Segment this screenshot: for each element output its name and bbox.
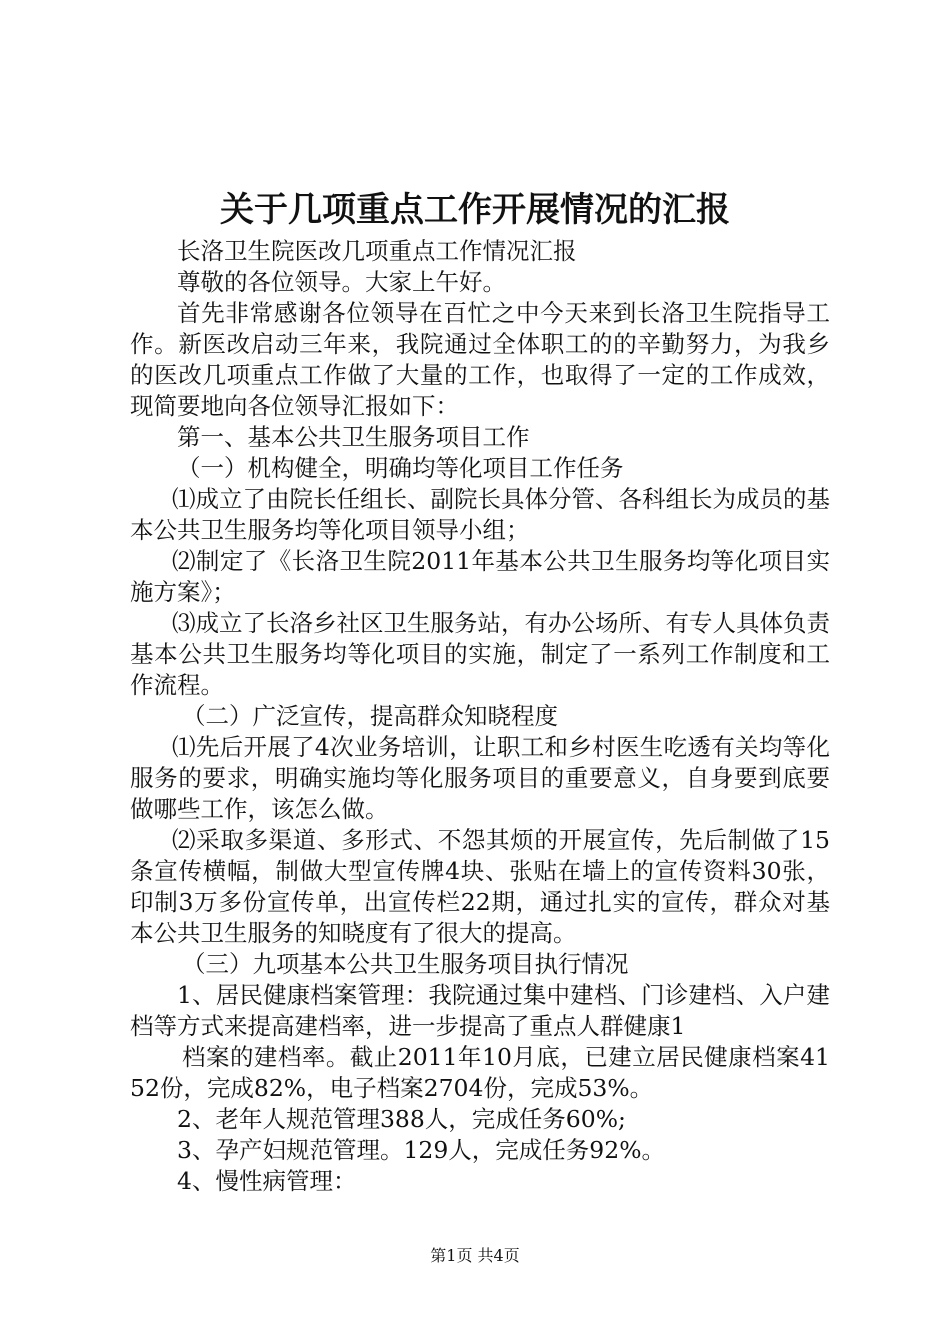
list-item-3-2: 2、老年人规范管理388人，完成任务60%;	[177, 1105, 626, 1133]
intro-paragraph: 首先非常感谢各位领导在百忙之中今天来到长洛卫生院指导工作。新医改启动三年来，我院通过全体职工的的辛勤努力，为我乡的医改几项重点工作做了大量的工作，也取得了一定的工作成效，现简要地向各位领导汇报如下：	[130, 299, 830, 420]
list-item-3-4: 4、慢性病管理：	[177, 1167, 357, 1195]
subtitle-paragraph: 长洛卫生院医改几项重点工作情况汇报	[177, 237, 577, 265]
list-item-2-1: ⑴先后开展了4次业务培训，让职工和乡村医生吃透有关均等化服务的要求，明确实施均等化服务项目的重要意义，自身要到底要做哪些工作，该怎么做。	[130, 733, 830, 823]
list-item-1-3: ⑶成立了长洛乡社区卫生服务站，有办公场所、有专人具体负责基本公共卫生服务均等化项目的实施，制定了一系列工作制度和工作流程。	[130, 609, 830, 699]
greeting-paragraph: 尊敬的各位领导。大家上午好。	[177, 268, 506, 296]
list-item-1-2: ⑵制定了《长洛卫生院2011年基本公共卫生服务均等化项目实施方案》；	[130, 547, 830, 606]
subsection-heading-1: （一）机构健全，明确均等化项目工作任务	[177, 454, 624, 482]
subsection-heading-2: （二）广泛宣传，提高群众知晓程度	[182, 702, 558, 730]
list-item-3-1: 1、居民健康档案管理：我院通过集中建档、门诊建档、入户建档等方式来提高建档率，进一步提高了重点人群健康1	[130, 981, 830, 1040]
section-heading-1: 第一、基本公共卫生服务项目工作	[177, 423, 530, 451]
list-item-2-2: ⑵采取多渠道、多形式、不怨其烦的开展宣传，先后制做了15条宣传横幅，制做大型宣传牌4块、张贴在墙上的宣传资料30张，印制3万多份宣传单，出宣传栏22期，通过扎实的宣传，群众对基本公共卫生服务的知晓度有了很大的提高。	[130, 826, 830, 947]
list-item-3-3: 3、孕产妇规范管理。129人，完成任务92%。	[177, 1136, 666, 1164]
document-body	[130, 236, 830, 1197]
list-item-3-1-cont: 档案的建档率。截止2011年10月底，已建立居民健康档案4152份，完成82%，电子档案2704份，完成53%。	[130, 1043, 830, 1102]
list-item-1-1: ⑴成立了由院长任组长、副院长具体分管、各科组长为成员的基本公共卫生服务均等化项目领导小组；	[130, 485, 830, 544]
subsection-heading-3: （三）九项基本公共卫生服务项目执行情况	[182, 950, 629, 978]
page-footer: 第1页 共4页	[430, 1246, 520, 1265]
document-title: 关于几项重点工作开展情况的汇报	[220, 190, 730, 230]
